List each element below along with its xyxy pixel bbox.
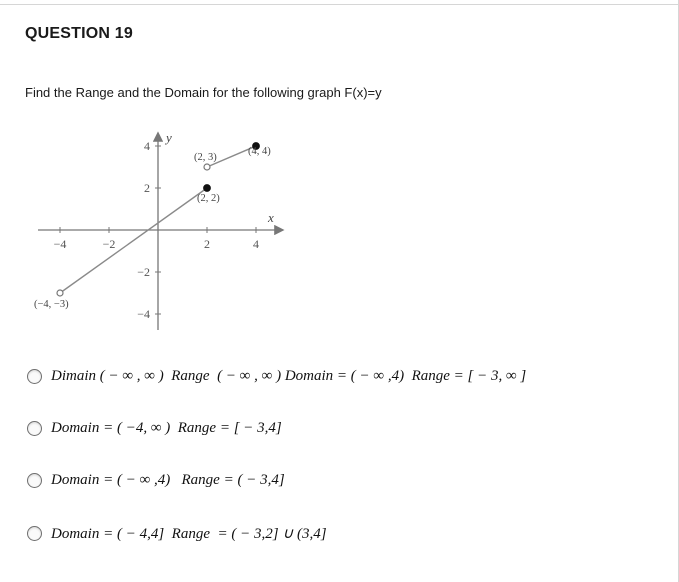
point-label: (2, 3) <box>194 152 217 163</box>
question-title: QUESTION 19 <box>25 25 134 42</box>
answer-option-1[interactable] <box>27 368 526 385</box>
answer-option-label: Domain = ( −4, ∞ ) Range = [ − 3,4] <box>51 420 282 436</box>
answer-option-2[interactable] <box>27 420 282 437</box>
point-label: (4, 4) <box>248 146 271 157</box>
radio-button[interactable] <box>27 369 42 384</box>
point-label: (2, 2) <box>197 193 220 204</box>
y-tick-label: 2 <box>144 181 150 195</box>
point-label: (−4, −3) <box>34 299 69 310</box>
radio-button[interactable] <box>27 473 42 488</box>
answer-option-label: Dimain ( − ∞ , ∞ ) Range ( − ∞ , ∞ ) Domain = ( − ∞ ,4) Range = [ − 3, ∞ ] <box>51 368 527 384</box>
y-axis-label: y <box>166 130 172 145</box>
open-endpoint <box>57 290 63 296</box>
x-axis-label: x <box>268 210 274 225</box>
x-tick-label: 2 <box>204 237 210 251</box>
x-tick-label: −2 <box>102 237 116 251</box>
open-endpoint <box>204 164 210 170</box>
x-tick-label: −4 <box>53 237 67 251</box>
answer-option-4[interactable] <box>27 524 327 543</box>
top-border <box>0 0 679 5</box>
y-tick-label: 4 <box>144 139 150 153</box>
answer-option-label: Domain = ( − 4,4] Range = ( − 3,2] ∪ (3,4] <box>51 526 327 542</box>
question-prompt: Find the Range and the Domain for the following graph F(x)=y <box>25 85 382 100</box>
graph-segment <box>60 188 207 293</box>
function-graph <box>30 118 300 333</box>
closed-endpoint <box>204 185 211 192</box>
y-tick-label: −2 <box>137 265 150 279</box>
answer-option-3[interactable] <box>27 472 285 489</box>
y-tick-label: −4 <box>137 307 150 321</box>
answer-option-label: Domain = ( − ∞ ,4) Range = ( − 3,4] <box>51 472 285 488</box>
radio-button[interactable] <box>27 421 42 436</box>
radio-button[interactable] <box>27 526 42 541</box>
x-tick-label: 4 <box>253 237 259 251</box>
